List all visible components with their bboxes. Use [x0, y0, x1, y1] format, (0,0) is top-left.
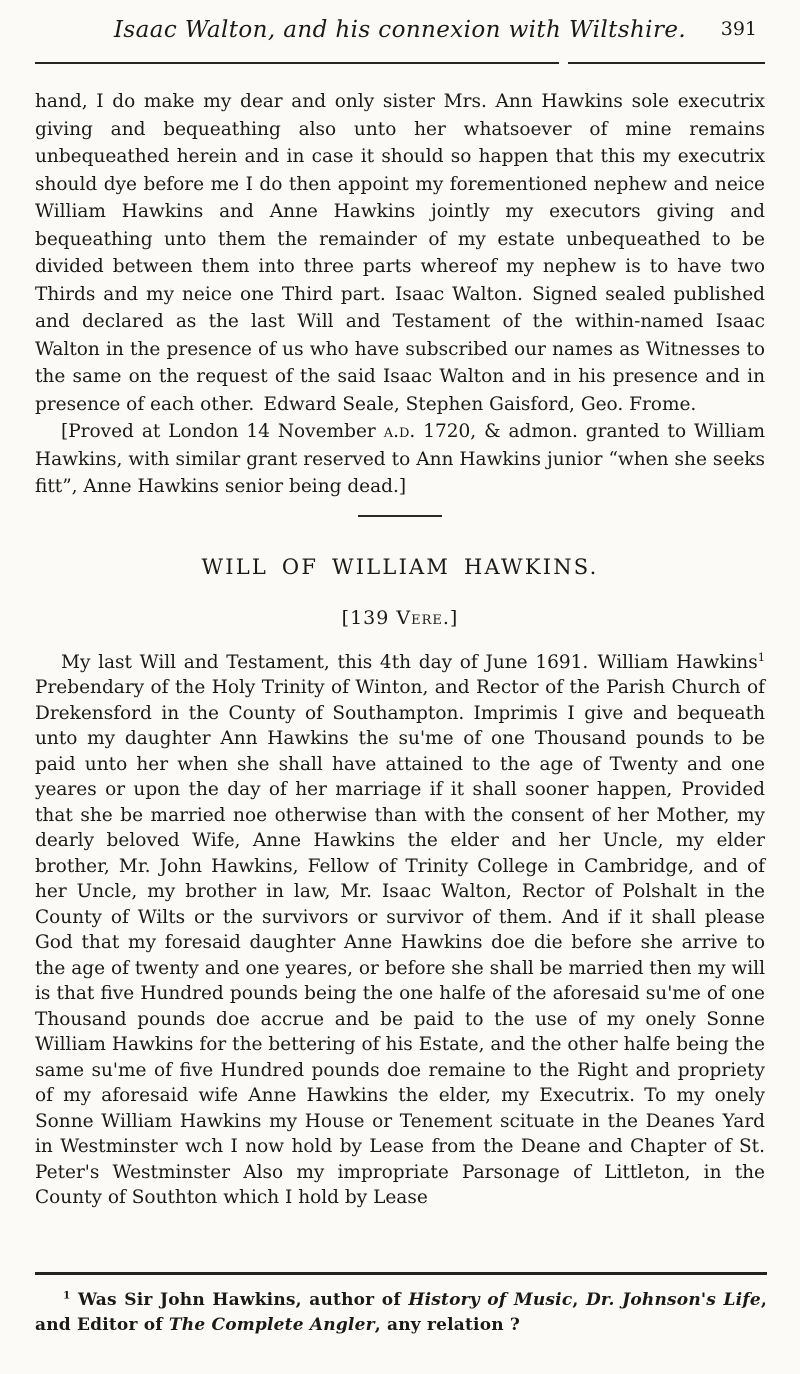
source-reference — [35, 605, 765, 631]
text-segment: [139 — [341, 606, 397, 629]
running-head — [35, 14, 765, 50]
probate-note-paragraph — [35, 418, 765, 501]
footnote — [35, 1288, 767, 1338]
footnote-marker: 1 — [63, 1288, 71, 1301]
page-body — [35, 88, 765, 1211]
will-paragraph — [35, 650, 765, 1211]
text-segment: The Complete Angler — [168, 1314, 375, 1335]
text-segment: History of Music — [408, 1289, 573, 1310]
footnote-marker: 1 — [757, 649, 765, 664]
text-segment: Prebendary of the Holy Trinity of Winton, and Rector of the Parish Church of Drekensford in the County of Southampton. Imprimis I give and bequeath unto my daughter Ann Hawkins the su'me of one Thousand pounds to be paid unto her when she shall have attained to the age of Twenty and one yeares or upon the day of her marriage if it shall sooner happen, Provided that she be married noe otherwise than with the consent of her Mother, my dearly beloved Wife, Anne Hawkins the elder and her Uncle, my elder brother, Mr. John Hawkins, Fellow of Trinity College in Cambridge, and of her Uncle, my brother in law, Mr. Isaac Walton, Rector of Polshalt in the County of Wilts or the survivors or survivor of them. And if it shall please God that my foresaid daughter Anne Hawkins doe die before she arrive to the age of twenty and one yeares, or before she shall be married then my will is that five Hundred pounds being the one halfe of the aforesaid su'me of one Thousand pounds doe accrue and be paid to the use of my onely Sonne William Hawkins for the bettering of his Estate, and the other halfe being the same su'me of five Hundred pounds doe remaine to the Right and propriety of my aforesaid wife Anne Hawkins the elder, my Executrix. To my onely Sonne William Hawkins my House or Tenement scituate in the Deanes Yard in Westminster wch I now hold by Lease from the Deane and Chapter of St. Peter's Westminster Also my impropriate Parsonage of Littleton, in the County of Southton which I hold by Lease — [35, 677, 765, 1208]
text-segment: , and Editor of — [35, 1289, 767, 1335]
text-segment: Dr. Johnson's Life — [585, 1289, 761, 1310]
section-heading: WILL OF WILLIAM HAWKINS. — [201, 554, 599, 579]
text-segment: , any relation ? — [374, 1314, 521, 1335]
text-segment: 1720, & admon. granted to William Hawkins, with similar grant reserved to Ann Hawkins junior “when she seeks fitt”, Anne Hawkins senior being dead.] — [35, 421, 765, 497]
header-rule-right-segment — [568, 62, 765, 64]
will-continuation-paragraph: hand, I do make my dear and only sister Mrs. Ann Hawkins sole executrix giving and bequeathing also unto her whatsoever of mine remains unbequeathed herein and in case it should so happen that this my executrix should dye before me I do then appoint my forementioned nephew and neice William Hawkins and Anne Hawkins jointly my executors giving and bequeathing unto them the remainder of my estate unbequeathed to be divided between them into three parts whereof my nephew is to have two Thirds and my neice one Third part. Isaac Walton. Signed sealed published and declared as the last Will and Testament of the within-named Isaac Walton in the presence of us who have subscribed our names as Witnesses to the same on the request of the said Isaac Walton and in his presence and in presence of each other. Edward Seale, Stephen Gaisford, Geo. Frome. — [35, 91, 765, 415]
text-segment: a.d. — [383, 421, 416, 442]
text-segment: [Proved at London 14 November — [61, 421, 384, 442]
page-number: 391 — [720, 18, 757, 40]
header-rule-left-segment — [35, 62, 559, 64]
text-segment: , — [572, 1289, 586, 1310]
text-segment: Was Sir John Hawkins, author of — [70, 1289, 409, 1310]
page-footer — [35, 1272, 767, 1338]
text-segment: .] — [442, 606, 459, 629]
text-segment: Vere — [396, 606, 443, 629]
header-rule — [35, 62, 765, 64]
footnote-rule — [35, 1272, 767, 1275]
running-head-title: Isaac Walton, and his connexion with Wiltshire. — [113, 17, 687, 43]
section-divider-rule — [358, 515, 442, 517]
page-header — [35, 14, 765, 64]
text-segment: My last Will and Testament, this 4th day of June 1691. William Hawkins — [61, 651, 758, 673]
